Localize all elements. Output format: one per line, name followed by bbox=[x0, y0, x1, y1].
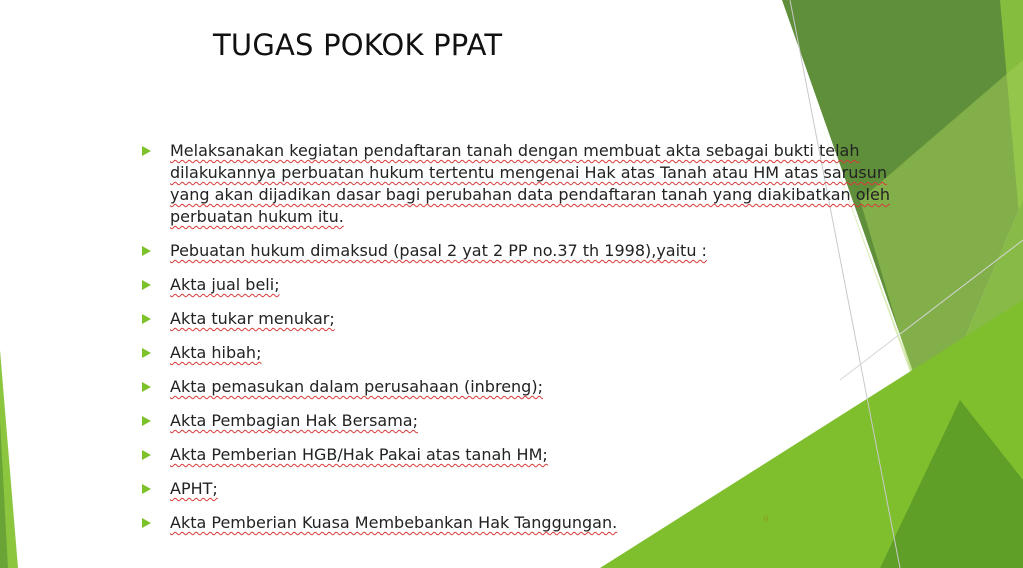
bullet-text: Pebuatan hukum dimaksud (pasal 2 yat 2 PP no.37 th 1998),yaitu : bbox=[170, 241, 707, 260]
bullet-text: Akta Pemberian HGB/Hak Pakai atas tanah HM; bbox=[170, 445, 548, 464]
bullet-text: Akta hibah; bbox=[170, 343, 262, 362]
bullet-text: Akta jual beli; bbox=[170, 275, 280, 294]
bullet-text: Akta tukar menukar; bbox=[170, 309, 335, 328]
bullet-list bbox=[140, 140, 900, 546]
bullet-item bbox=[140, 410, 900, 432]
triangle-bullet-icon bbox=[142, 280, 151, 290]
triangle-bullet-icon bbox=[142, 450, 151, 460]
triangle-bullet-icon bbox=[142, 348, 151, 358]
bullet-item bbox=[140, 274, 900, 296]
page-number: 9 bbox=[763, 515, 769, 525]
bullet-item bbox=[140, 240, 900, 262]
bullet-text: APHT; bbox=[170, 479, 218, 498]
bullet-item bbox=[140, 512, 900, 534]
bullet-text: Akta Pembagian Hak Bersama; bbox=[170, 411, 418, 430]
bullet-item bbox=[140, 140, 900, 228]
triangle-bullet-icon bbox=[142, 314, 151, 324]
bullet-item bbox=[140, 478, 900, 500]
triangle-bullet-icon bbox=[142, 518, 151, 528]
bullet-item bbox=[140, 444, 900, 466]
slide-title: TUGAS POKOK PPAT bbox=[213, 28, 503, 62]
triangle-bullet-icon bbox=[142, 382, 151, 392]
bullet-item bbox=[140, 342, 900, 364]
triangle-bullet-icon bbox=[142, 246, 151, 256]
triangle-bullet-icon bbox=[142, 484, 151, 494]
bullet-text: Akta pemasukan dalam perusahaan (inbreng); bbox=[170, 377, 543, 396]
bullet-text: Melaksanakan kegiatan pendaftaran tanah dengan membuat akta sebagai bukti telah dilakukannya perbuatan hukum tertentu mengenai Hak atas Tanah atau HM atas sarusun yang akan dijadikan dasar bagi perubahan data pendaftaran tanah yang diakibatkan oleh perbuatan hukum itu. bbox=[170, 141, 890, 226]
bullet-item bbox=[140, 376, 900, 398]
triangle-bullet-icon bbox=[142, 146, 151, 156]
bullet-text: Akta Pemberian Kuasa Membebankan Hak Tanggungan. bbox=[170, 513, 618, 532]
triangle-bullet-icon bbox=[142, 416, 151, 426]
bullet-item bbox=[140, 308, 900, 330]
